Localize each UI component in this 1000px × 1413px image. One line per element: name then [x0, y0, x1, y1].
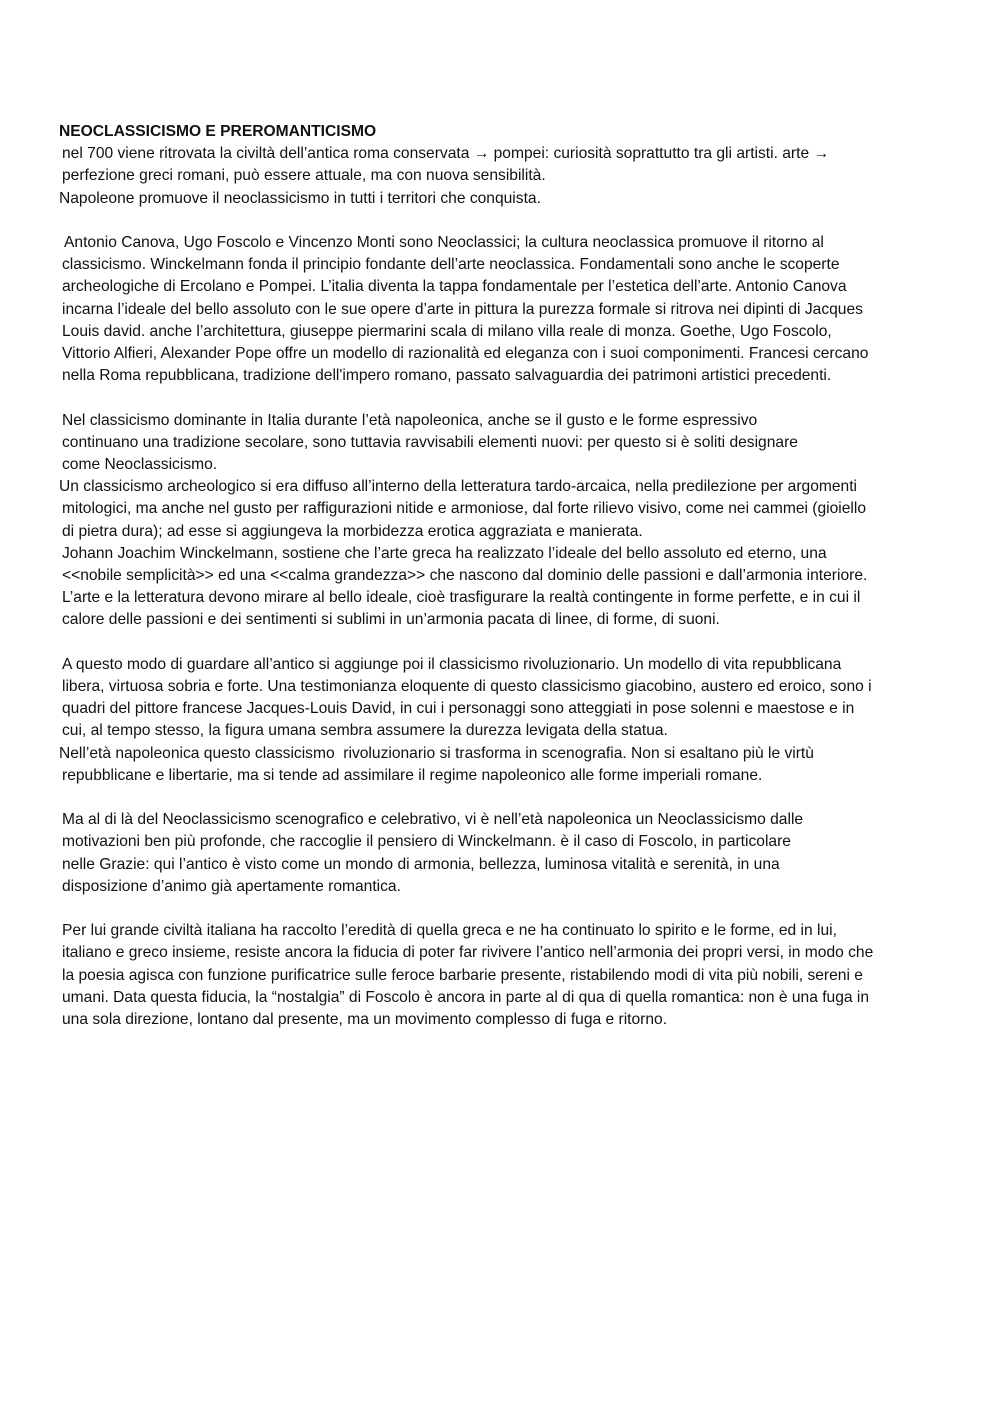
- text-line: nella Roma repubblicana, tradizione dell'impero romano, passato salvaguardia dei patrimoni artistici precedenti.: [62, 367, 832, 385]
- text-line: umani. Data questa fiducia, la “nostalgia” di Foscolo è ancora in parte al di qua di quella romantica: non è una fuga in: [62, 988, 870, 1006]
- text-line: quadri del pittore francese Jacques-Louis David, in cui i personaggi sono atteggiati in pose solenni e maestose e in: [62, 700, 855, 718]
- text-line: Johann Joachim Winckelmann, sostiene che l’arte greca ha realizzato l’ideale del bello assoluto ed eterno, una: [62, 544, 827, 562]
- text-line: calore delle passioni e dei sentimenti si sublimi in un’armonia pacata di linee, di forme, di suoni.: [62, 611, 720, 629]
- paragraph-gap: [59, 210, 949, 232]
- text-line: Vittorio Alfieri, Alexander Pope offre un modello di razionalità ed eleganza con i suoi componimenti. Francesi cercano: [62, 345, 869, 363]
- text-line: una sola direzione, lontano dal presente, ma un movimento complesso di fuga e ritorno.: [62, 1011, 668, 1029]
- text-line: Antonio Canova, Ugo Foscolo e Vincenzo Monti sono Neoclassici; la cultura neoclassica promuove il ritorno al: [64, 234, 824, 251]
- text-line: mitologici, ma anche nel gusto per raffigurazioni nitide e armoniose, dal forte rilievo visivo, come nei cammei (gioiello: [62, 500, 867, 518]
- text-line: come Neoclassicismo.: [62, 456, 218, 474]
- text-line: classicismo. Winckelmann fonda il principio fondante dell’arte neoclassica. Fondamentali sono anche le scoperte: [62, 256, 840, 274]
- text-line: archeologiche di Ercolano e Pompei. L’italia diventa la tappa fondamentale per l’estetica dell’arte. Antonio Canova: [62, 278, 847, 296]
- paragraph-gap: [59, 387, 949, 409]
- text-line: disposizione d’animo già apertamente romantica.: [62, 877, 401, 895]
- text-line: libera, virtuosa sobria e forte. Una testimonianza eloquente di questo classicismo giacobino, austero ed eroico, sono i: [62, 678, 872, 696]
- text-line: Ma al di là del Neoclassicismo scenografico e celebrativo, vi è nell’età napoleonica un Neoclassicismo dalle: [62, 811, 804, 829]
- text-line: nel 700 viene ritrovata la civiltà dell’antica roma conservata → pompei: curiosità soprattutto tra gli artisti. arte →: [62, 145, 830, 163]
- text-line: <<nobile semplicità>> ed una <<calma grandezza>> che nascono dal dominio delle passioni e dall’armonia interiore.: [62, 567, 868, 585]
- text-line: la poesia agisca con funzione purificatrice sulle feroce barbarie presente, ristabilendo modi di vita più nobili, sereni e: [62, 966, 863, 984]
- paragraph: [59, 654, 949, 787]
- text-line: italiano e greco insieme, resiste ancora la fiducia di poter far rivivere l’antico nell’armonia dei propri versi, in modo che: [62, 944, 874, 962]
- text-line: Napoleone promuove il neoclassicismo in tutti i territori che conquista.: [59, 189, 541, 207]
- text-line: Un classicismo archeologico si era diffuso all’interno della letteratura tardo-arcaica, nella predilezione per argomenti: [59, 478, 858, 496]
- text-line: A questo modo di guardare all’antico si aggiunge poi il classicismo rivoluzionario. Un modello di vita repubblicana: [62, 655, 842, 673]
- text-line: nelle Grazie: qui l’antico è visto come un mondo di armonia, bellezza, luminosa vitalità e serenità, in una: [62, 855, 780, 873]
- paragraph: [59, 809, 949, 898]
- text-line: repubblicane e libertarie, ma si tende ad assimilare il regime napoleonico alle forme imperiali romane.: [62, 766, 763, 784]
- paragraph-gap: [59, 787, 949, 809]
- document-title: NEOCLASSICISMO E PREROMANTICISMO: [59, 123, 377, 140]
- paragraph-gap: [59, 632, 949, 654]
- text-line: motivazioni ben più profonde, che raccoglie il pensiero di Winckelmann. è il caso di Foscolo, in particolare: [62, 833, 791, 851]
- document-page: [59, 121, 949, 1031]
- paragraph-gap: [59, 898, 949, 920]
- paragraph: [59, 410, 949, 632]
- text-line: cui, al tempo stesso, la figura umana sembra assumere la durezza levigata della statua.: [62, 722, 668, 740]
- text-line: Louis david. anche l’architettura, giuseppe piermarini scala di milano villa reale di monza. Goethe, Ugo Foscolo,: [62, 322, 832, 340]
- document-body: [59, 143, 949, 1031]
- paragraph: [59, 920, 949, 1031]
- text-line: L’arte e la letteratura devono mirare al bello ideale, cioè trasfigurare la realtà contingente in forme perfette, e in cui il: [62, 589, 861, 607]
- text-line: incarna l’ideale del bello assoluto con le sue opere d’arte in pittura la purezza formale si ritrova nei dipinti di Jacques: [62, 300, 863, 318]
- paragraph: [59, 143, 949, 210]
- text-line: di pietra dura); ad esse si aggiungeva la morbidezza erotica aggraziata e manierata.: [62, 522, 643, 540]
- text-line: Nel classicismo dominante in Italia durante l’età napoleonica, anche se il gusto e le forme espressivo: [62, 411, 758, 429]
- text-line: perfezione greci romani, può essere attuale, ma con nuova sensibilità.: [62, 167, 546, 185]
- text-line: Per lui grande civiltà italiana ha raccolto l’eredità di quella greca e ne ha continuato lo spirito e le forme, ed in lui,: [62, 922, 837, 940]
- paragraph: [59, 232, 949, 387]
- text-line: Nell’età napoleonica questo classicismo rivoluzionario si trasforma in scenografia. Non si esaltano più le virtù: [59, 744, 814, 762]
- text-line: continuano una tradizione secolare, sono tuttavia ravvisabili elementi nuovi: per questo si è soliti designare: [62, 433, 798, 451]
